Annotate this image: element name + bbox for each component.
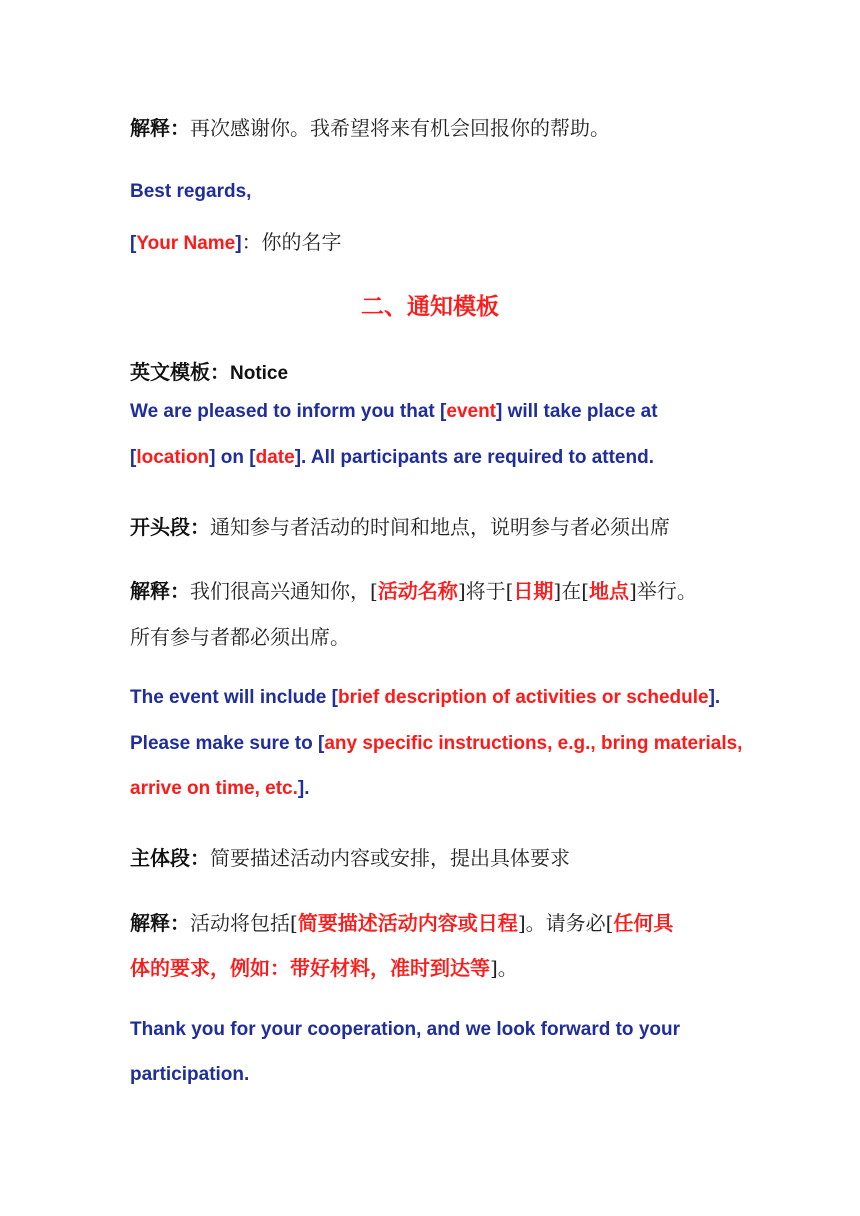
opening-en-line-1 — [130, 401, 750, 423]
opening-en-line-2 — [130, 447, 750, 469]
opening-explanation-line-2: 所有参与者都必须出席。 — [130, 625, 350, 649]
explanation-text: 再次感谢你。我希望将来有机会回报你的帮助。 — [190, 116, 610, 140]
explanation-label: 解释： — [130, 579, 190, 603]
placeholder-date: date — [255, 447, 295, 468]
text-fragment: 活动将包括[ — [190, 911, 298, 935]
opening-explanation-line-1 — [130, 575, 750, 604]
text-fragment: 我们很高兴通知你，[ — [190, 579, 378, 603]
text-fragment: We are pleased to inform you that [ — [130, 401, 447, 422]
closing-en-line-1: Thank you for your cooperation, and we look forward to your — [130, 1019, 680, 1040]
your-name-note: ：你的名字 — [241, 230, 342, 254]
placeholder-instructions-cont: arrive on time, etc. — [130, 778, 298, 799]
section-heading: 二、通知模板 — [361, 294, 499, 320]
bracket: ] — [235, 233, 242, 254]
body-en-line-2 — [130, 733, 750, 755]
placeholder-schedule-zh: 简要描述活动内容或日程 — [297, 911, 518, 935]
placeholder-event: event — [446, 401, 497, 422]
body-explanation-line-1 — [130, 907, 750, 936]
text-fragment: ]. — [297, 778, 310, 799]
text-fragment: ] on [ — [209, 447, 256, 468]
text-fragment: ]. — [708, 687, 721, 708]
explanation-label: 解释： — [130, 116, 190, 140]
opening-label: 开头段： — [130, 515, 210, 539]
placeholder-requirements-zh-cont: 体的要求，例如：带好材料，准时到达等 — [130, 956, 490, 980]
text-fragment: ]。请务必[ — [517, 911, 614, 935]
text-fragment: Please make sure to [ — [130, 733, 325, 754]
body-en-line-3 — [130, 778, 750, 800]
template-title: Notice — [230, 363, 289, 384]
text-fragment: The event will include [ — [130, 687, 338, 708]
text-fragment: ]. All participants are required to attend. — [294, 447, 654, 468]
your-name-line — [130, 226, 750, 255]
body-en-line-1 — [130, 687, 750, 709]
text-fragment: ]。 — [490, 956, 518, 980]
body-label: 主体段： — [130, 846, 210, 870]
text-fragment: ]将于[ — [457, 579, 514, 603]
text-fragment: [ — [130, 447, 137, 468]
opening-desc: 通知参与者活动的时间和地点，说明参与者必须出席 — [210, 515, 670, 539]
closing-explanation — [130, 112, 750, 141]
bracket: [ — [130, 233, 137, 254]
placeholder-date-zh: 日期 — [513, 579, 554, 603]
best-regards: Best regards, — [130, 181, 252, 202]
closing-en-line-2: participation. — [130, 1064, 250, 1085]
template-label-line — [130, 356, 750, 385]
placeholder-location: location — [136, 447, 210, 468]
text-fragment: ]在[ — [553, 579, 590, 603]
your-name-placeholder: Your Name — [136, 233, 236, 254]
explanation-label: 解释： — [130, 911, 190, 935]
placeholder-activities: brief description of activities or schedule — [337, 687, 709, 708]
text-fragment: ] will take place at — [496, 401, 658, 422]
body-desc-line — [130, 842, 750, 871]
placeholder-event-zh: 活动名称 — [377, 579, 458, 603]
body-desc: 简要描述活动内容或安排，提出具体要求 — [210, 846, 570, 870]
placeholder-location-zh: 地点 — [589, 579, 630, 603]
placeholder-requirements-zh: 任何具 — [613, 911, 674, 935]
body-explanation-line-2 — [130, 952, 750, 981]
text-fragment: ]举行。 — [629, 579, 697, 603]
template-label: 英文模板： — [130, 360, 230, 384]
opening-desc-line — [130, 511, 750, 540]
placeholder-instructions: any specific instructions, e.g., bring materials, — [324, 733, 743, 754]
